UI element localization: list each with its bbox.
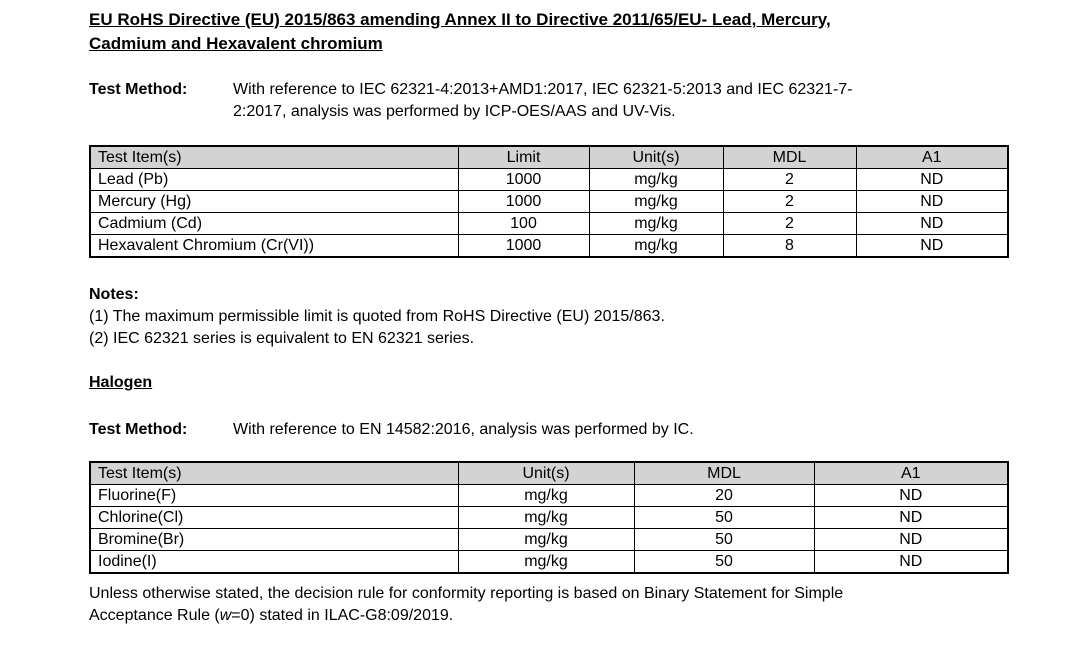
halogen-test-method-label: Test Method: [89,421,188,438]
table-cell: Chlorine(Cl) [90,507,458,529]
notes-label: Notes: [89,286,139,303]
table-row [90,507,1008,529]
rohs-test-method [89,79,1007,123]
table-cell: Hexavalent Chromium (Cr(VI)) [90,235,458,258]
table-cell: 2 [723,213,856,235]
table-cell: 1000 [458,235,589,258]
table-cell: mg/kg [589,191,723,213]
table-cell: 1000 [458,169,589,191]
table-cell: 2 [723,169,856,191]
table-cell: Bromine(Br) [90,529,458,551]
table-cell: ND [814,485,1008,507]
table-cell: Mercury (Hg) [90,191,458,213]
halogen-results-table [89,461,1009,574]
table-cell: ND [856,235,1008,258]
table-cell: mg/kg [589,235,723,258]
table-cell: ND [814,529,1008,551]
table-header-row [90,146,1008,169]
rohs-test-method-text [233,79,1007,123]
table-row [90,191,1008,213]
table-cell: ND [856,191,1008,213]
table-cell: 100 [458,213,589,235]
table-cell: mg/kg [458,485,634,507]
rohs-section-title [89,8,1007,56]
w-symbol: w [219,607,232,624]
rohs-test-method-text-line-1: With reference to IEC 62321-4:2013+AMD1:2017, IEC 62321-5:2013 and IEC 62321-7- [233,81,853,98]
table-row [90,169,1008,191]
table-row [90,529,1008,551]
table-cell: 50 [634,507,814,529]
table-cell: Lead (Pb) [90,169,458,191]
rohs-results-table [89,145,1009,258]
table-cell: 50 [634,529,814,551]
table-cell: mg/kg [458,551,634,574]
table-header-cell: A1 [856,146,1008,169]
table-cell: ND [814,551,1008,574]
rohs-test-method-text-line-2: 2:2017, analysis was performed by ICP-OES/AAS and UV-Vis. [233,103,676,120]
table-cell: 1000 [458,191,589,213]
halogen-title-text: Halogen [89,374,153,391]
table-cell: ND [856,169,1008,191]
halogen-section-title [89,372,1007,394]
rohs-title-line-2: Cadmium and Hexavalent chromium [89,34,383,53]
halogen-test-method-text [233,419,1007,441]
table-cell: mg/kg [458,507,634,529]
table-header-cell: Limit [458,146,589,169]
table-cell: ND [814,507,1008,529]
decision-rule-line-1: Unless otherwise stated, the decision rule for conformity reporting is based on Binary Statement for Simple [89,585,844,602]
table-row [90,235,1008,258]
table-row [90,213,1008,235]
note-item-1: (1) The maximum permissible limit is quoted from RoHS Directive (EU) 2015/863. [89,308,665,325]
table-header-row [90,462,1008,485]
table-cell: Fluorine(F) [90,485,458,507]
table-cell: 20 [634,485,814,507]
rohs-title-line-1: EU RoHS Directive (EU) 2015/863 amending Annex II to Directive 2011/65/EU- Lead, Mercury, [89,10,831,29]
table-header-cell: Test Item(s) [90,462,458,485]
table-header-cell: Unit(s) [458,462,634,485]
table-cell: Cadmium (Cd) [90,213,458,235]
notes-block [89,284,1007,350]
table-header-cell: MDL [634,462,814,485]
table-row [90,551,1008,574]
decision-rule-line-2: Acceptance Rule (w=0) stated in ILAC-G8:09/2019. [89,607,454,624]
table-header-cell: A1 [814,462,1008,485]
table-cell: mg/kg [458,529,634,551]
table-header-cell: Unit(s) [589,146,723,169]
table-cell: mg/kg [589,169,723,191]
decision-rule-statement [89,583,1007,627]
table-header-cell: Test Item(s) [90,146,458,169]
halogen-test-method-text-line-1: With reference to EN 14582:2016, analysis was performed by IC. [233,421,694,438]
table-cell: Iodine(I) [90,551,458,574]
table-row [90,485,1008,507]
table-header-cell: MDL [723,146,856,169]
rohs-test-method-label: Test Method: [89,81,188,98]
halogen-test-method [89,419,1007,441]
table-cell: 2 [723,191,856,213]
table-cell: mg/kg [589,213,723,235]
table-cell: ND [856,213,1008,235]
table-cell: 50 [634,551,814,574]
table-cell: 8 [723,235,856,258]
note-item-2: (2) IEC 62321 series is equivalent to EN 62321 series. [89,330,475,347]
